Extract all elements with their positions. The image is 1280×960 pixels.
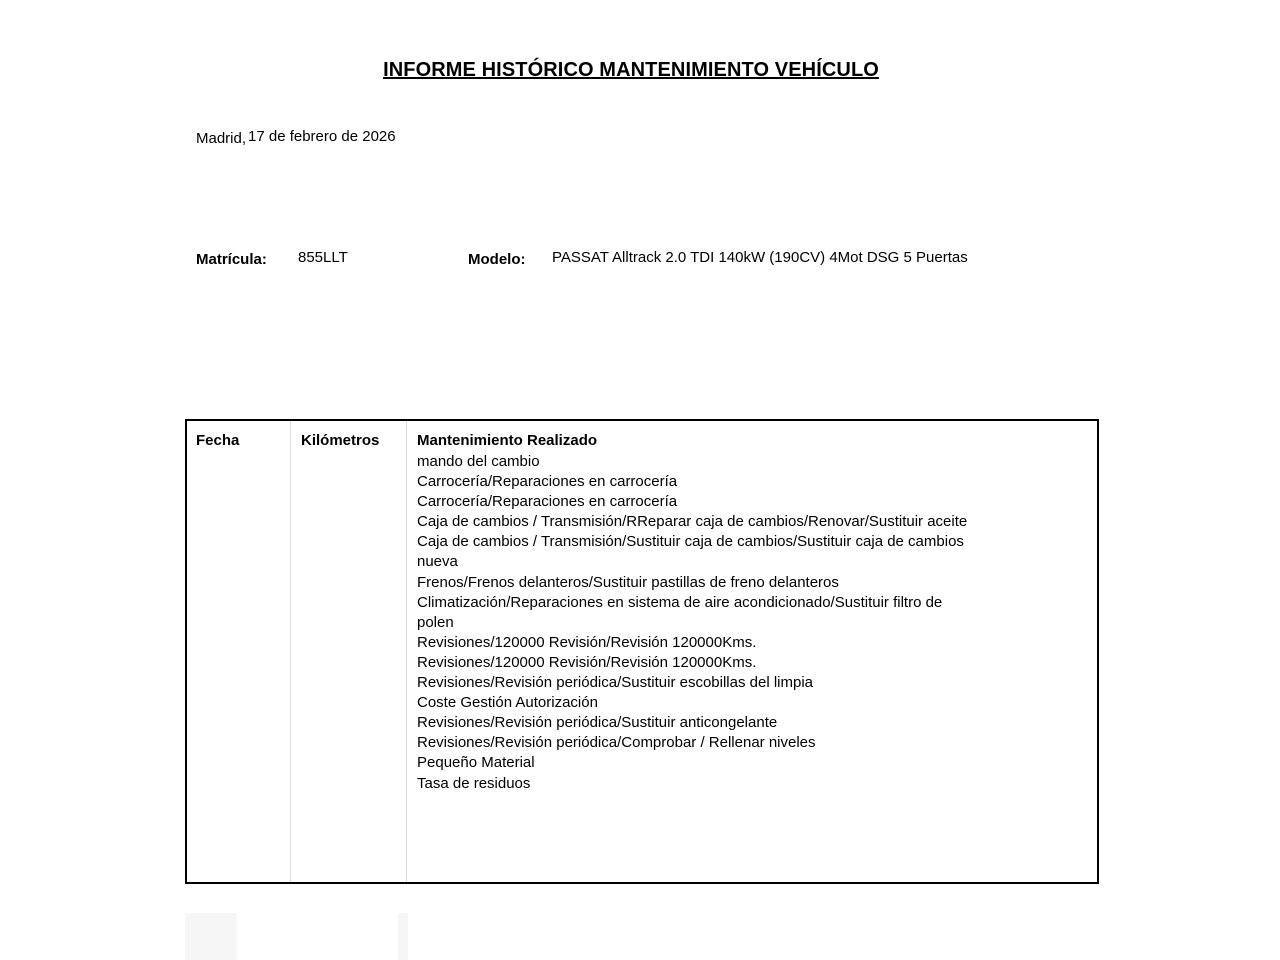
model-label: Modelo:: [468, 251, 526, 268]
maintenance-item: Revisiones/120000 Revisión/Revisión 120000Kms.: [417, 633, 757, 651]
maintenance-header: Mantenimiento Realizado: [417, 432, 598, 449]
maintenance-list: [417, 452, 977, 794]
maintenance-item: Carrocería/Reparaciones en carrocería: [417, 493, 678, 511]
km-column: [291, 421, 407, 882]
date-column: [187, 421, 291, 882]
maintenance-item: Revisiones/Revisión periódica/Comprobar / Rellenar niveles: [417, 734, 816, 752]
maintenance-item: Coste Gestión Autorización: [417, 694, 598, 712]
maintenance-item: Climatización/Reparaciones en sistema de aire acondicionado/Sustituir filtro de polen: [417, 593, 943, 631]
report-title: INFORME HISTÓRICO MANTENIMIENTO VEHÍCULO: [383, 59, 879, 81]
maintenance-column: [407, 421, 1097, 882]
plate-value: 855LLT: [298, 249, 348, 266]
maintenance-item: Tasa de residuos: [417, 774, 531, 792]
maintenance-item: Pequeño Material: [417, 754, 535, 772]
km-header: Kilómetros: [301, 432, 380, 449]
maintenance-item: Caja de cambios / Transmisión/RReparar caja de cambios/Renovar/Sustituir aceite: [417, 513, 968, 531]
footer-shade-right: [398, 913, 408, 960]
maintenance-item: Caja de cambios / Transmisión/Sustituir caja de cambios/Sustituir caja de cambios nueva: [417, 533, 964, 571]
plate-label: Matrícula:: [196, 251, 267, 268]
date-header: Fecha: [196, 432, 240, 449]
maintenance-item: mando del cambio: [417, 453, 540, 470]
maintenance-item: Carrocería/Reparaciones en carrocería: [417, 473, 678, 491]
maintenance-table: [185, 419, 1099, 884]
maintenance-item: Revisiones/Revisión periódica/Sustituir escobillas del limpia: [417, 674, 814, 692]
report-place: Madrid,: [196, 130, 247, 147]
maintenance-item: Revisiones/120000 Revisión/Revisión 120000Kms.: [417, 653, 757, 671]
maintenance-item: Revisiones/Revisión periódica/Sustituir anticongelante: [417, 714, 778, 732]
report-date: 17 de febrero de 2026: [248, 128, 396, 145]
footer-shade-left: [185, 913, 237, 960]
model-value: PASSAT Alltrack 2.0 TDI 140kW (190CV) 4Mot DSG 5 Puertas: [552, 249, 968, 266]
maintenance-item: Frenos/Frenos delanteros/Sustituir pastillas de freno delanteros: [417, 573, 839, 591]
